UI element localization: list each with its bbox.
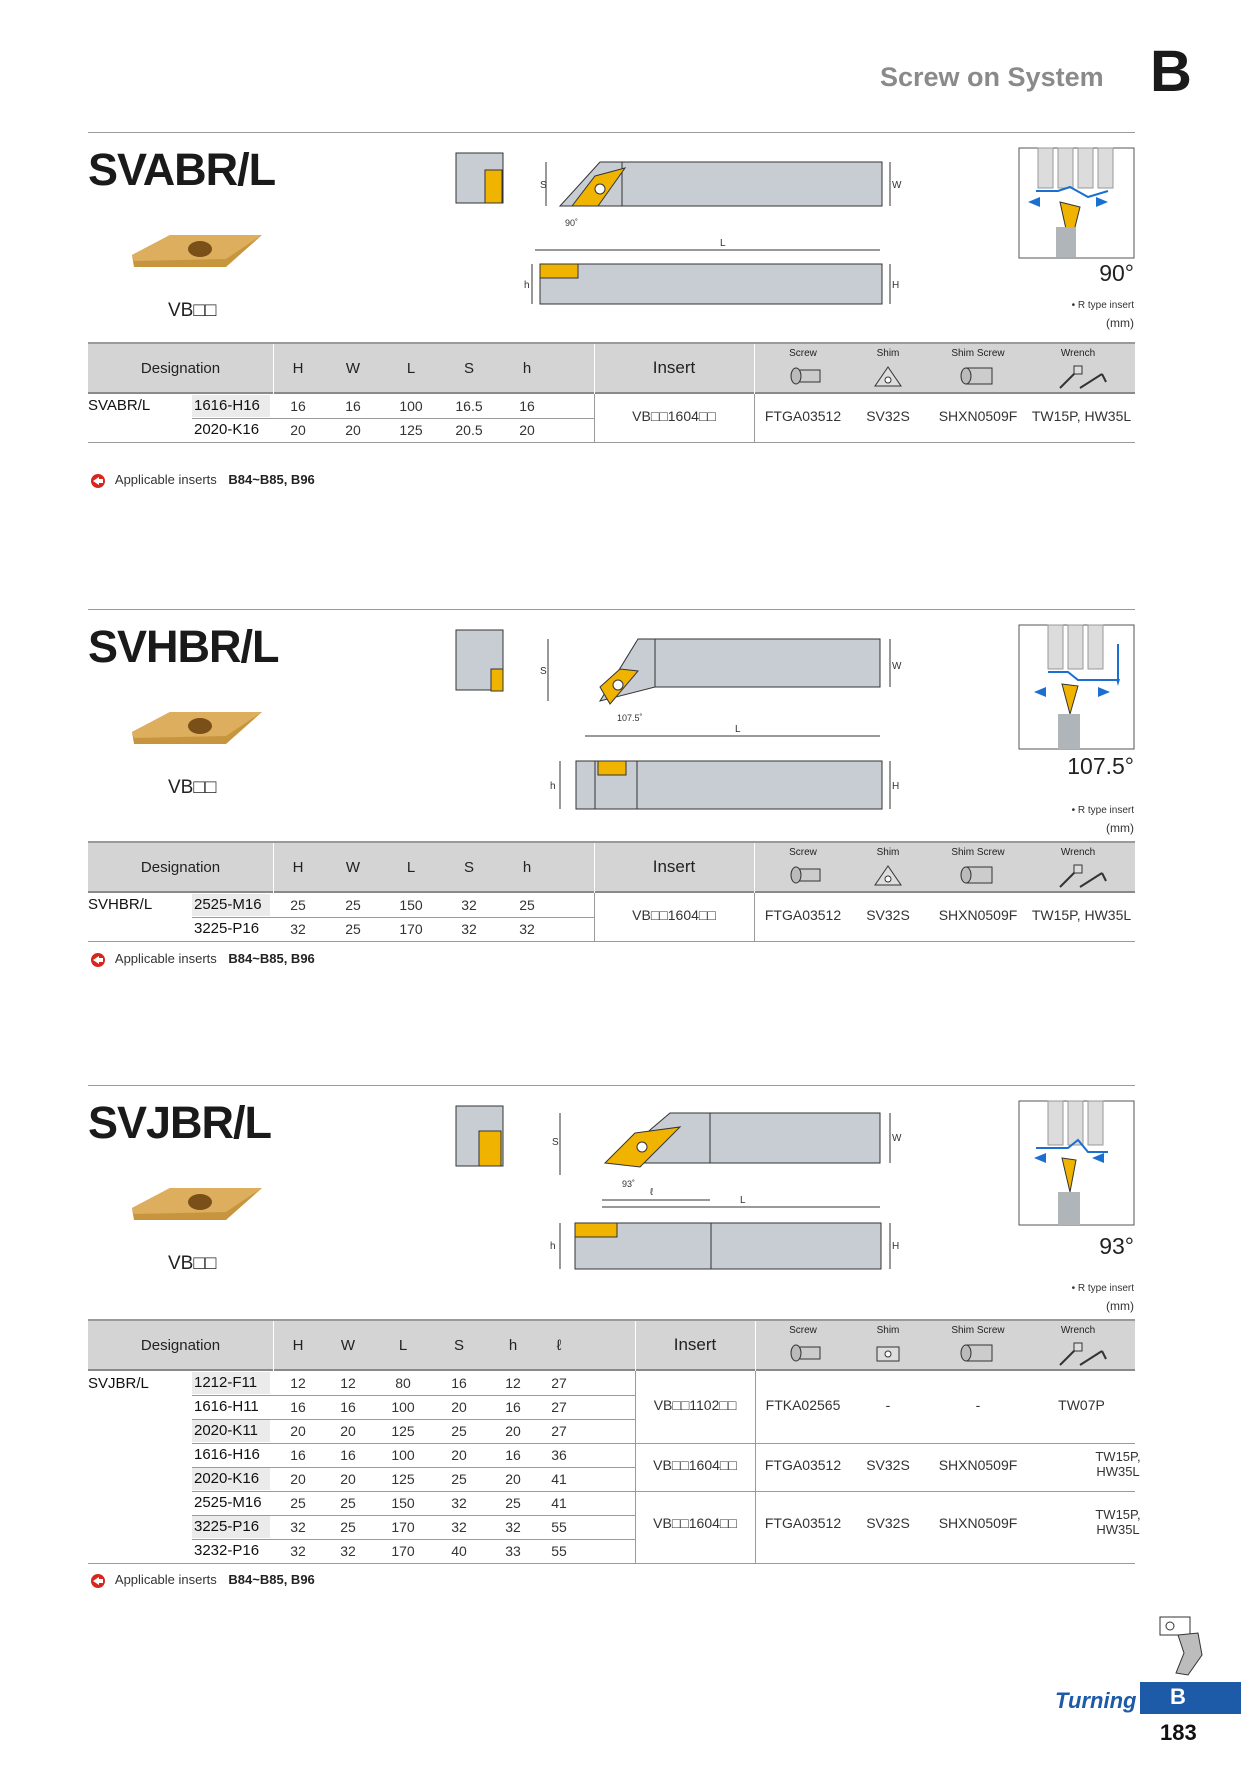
designation-cell: 2020-K16 — [194, 421, 260, 438]
cell-W: 16 — [340, 1399, 356, 1415]
turning-tool-icon — [1158, 1615, 1208, 1677]
cutting-direction-detail — [1018, 147, 1136, 262]
col-L: L — [406, 360, 416, 377]
table-header — [88, 1319, 1135, 1371]
cell-h: 16 — [505, 1447, 521, 1463]
cell-L: 150 — [399, 897, 423, 913]
cell-L: 170 — [399, 921, 423, 937]
cut-angle-label: 107.5˚ — [617, 713, 643, 723]
cell-h: 33 — [505, 1543, 521, 1559]
cell-H: 25 — [290, 897, 306, 913]
holder-front-view — [540, 1221, 910, 1281]
shim-screw-cell: SHXN0509F — [938, 907, 1018, 923]
col-insert: Insert — [652, 358, 696, 377]
dim-h-label: H — [892, 1241, 900, 1252]
col-H: H — [292, 360, 304, 377]
series-name: SVABR/L — [88, 397, 151, 414]
cell-S: 16.5 — [455, 398, 483, 414]
wrench-icon — [1058, 1341, 1108, 1367]
designation-cell: 1616-H16 — [194, 1446, 260, 1463]
cell-L: 100 — [391, 1399, 415, 1415]
r-type-note: • R type insert — [1071, 1283, 1134, 1294]
cut-angle-label: 93˚ — [622, 1179, 636, 1189]
col-L: L — [398, 1337, 408, 1354]
cell-L: 125 — [399, 422, 423, 438]
col-shim-screw: Shim Screw — [951, 1325, 1005, 1336]
wrench-cell: TW15P, HW35L — [1095, 1507, 1141, 1537]
wrench-cell: TW15P, HW35L — [1095, 1449, 1141, 1479]
designation-cell: 2020-K11 — [194, 1422, 258, 1439]
dim-l-label: L — [740, 1195, 746, 1206]
cell-h: 16 — [505, 1399, 521, 1415]
holder-front-view — [540, 759, 910, 819]
series-name: SVJBR/L — [88, 1375, 149, 1392]
cell-H: 12 — [290, 1375, 306, 1391]
cell-S: 32 — [451, 1519, 467, 1535]
cell-l: 27 — [551, 1375, 567, 1391]
applicable-label: Applicable inserts — [114, 472, 217, 487]
section-title: SVABR/L — [88, 144, 276, 195]
col-h: h — [508, 1337, 518, 1354]
col-wrench: Wrench — [1060, 1325, 1096, 1336]
dim-h-label: H — [892, 781, 900, 792]
shim-screw-cell: SHXN0509F — [938, 408, 1018, 424]
arrow-icon — [88, 953, 108, 967]
cell-H: 16 — [290, 1399, 306, 1415]
designation-cell: 2020-K16 — [194, 1470, 260, 1487]
cell-l: 55 — [551, 1519, 567, 1535]
series-name: SVHBR/L — [88, 896, 153, 913]
cell-H: 20 — [290, 1471, 306, 1487]
cell-L: 100 — [399, 398, 423, 414]
dim-h-label: H — [892, 280, 900, 291]
dim-s-label: S — [540, 180, 547, 191]
col-L: L — [406, 859, 416, 876]
col-h: h — [522, 859, 532, 876]
cell-S: 16 — [451, 1375, 467, 1391]
cell-H: 25 — [290, 1495, 306, 1511]
dim-l-label: L — [735, 724, 741, 735]
section-letter: B — [1150, 39, 1192, 104]
dim-h-small-label: h — [550, 1241, 556, 1252]
section-divider — [88, 132, 1135, 133]
cell-S: 20.5 — [455, 422, 483, 438]
cell-l: 55 — [551, 1543, 567, 1559]
cell-S: 32 — [461, 921, 477, 937]
applicable-pages: B84~B85, B96 — [228, 951, 315, 966]
cell-S: 32 — [451, 1495, 467, 1511]
r-type-note: • R type insert — [1071, 300, 1134, 311]
arrow-icon — [88, 474, 108, 488]
cell-S: 32 — [461, 897, 477, 913]
col-wrench: Wrench — [1060, 348, 1096, 359]
cell-H: 20 — [290, 1423, 306, 1439]
unit-note: (mm) — [1106, 1299, 1134, 1313]
col-designation: Designation — [140, 1337, 221, 1354]
cell-W: 25 — [345, 897, 361, 913]
cell-H: 32 — [290, 921, 306, 937]
cell-h: 25 — [519, 897, 535, 913]
col-S: S — [463, 360, 474, 377]
dim-s-label: S — [552, 1137, 559, 1148]
wrench-icon — [1058, 863, 1108, 889]
col-h: h — [522, 360, 532, 377]
col-screw: Screw — [789, 847, 817, 858]
cell-L: 125 — [391, 1471, 415, 1487]
approach-angle-label: 107.5° — [1067, 753, 1134, 779]
dim-l-small-label: ℓ — [650, 1187, 654, 1198]
section-title: SVHBR/L — [88, 621, 279, 672]
wrench-icon — [1058, 364, 1108, 390]
wrench-cell: TW07P — [1058, 1397, 1105, 1413]
cell-L: 80 — [395, 1375, 411, 1391]
product-section-svabr — [0, 132, 1241, 602]
cell-W: 20 — [340, 1471, 356, 1487]
cell-H: 16 — [290, 398, 306, 414]
cell-W: 25 — [340, 1519, 356, 1535]
insert-cell: VB□□1604□□ — [632, 408, 716, 424]
table-row — [88, 1419, 1135, 1443]
col-insert: Insert — [652, 857, 696, 876]
insert-cell: VB□□1604□□ — [653, 1457, 737, 1473]
table-header — [88, 841, 1135, 893]
cell-L: 170 — [391, 1543, 415, 1559]
cell-W: 16 — [340, 1447, 356, 1463]
applicable-inserts — [88, 1572, 315, 1588]
arrow-icon — [88, 1574, 108, 1588]
cell-H: 20 — [290, 422, 306, 438]
dim-w-label: W — [892, 1133, 902, 1144]
cell-S: 25 — [451, 1471, 467, 1487]
designation-cell: 3225-P16 — [194, 920, 260, 937]
cell-L: 125 — [391, 1423, 415, 1439]
insert-cell: VB□□1102□□ — [653, 1397, 737, 1413]
cell-S: 20 — [451, 1447, 467, 1463]
col-shim-screw: Shim Screw — [951, 847, 1005, 858]
screw-cell: FTGA03512 — [764, 408, 842, 424]
cell-h: 32 — [519, 921, 535, 937]
shim-icon — [873, 364, 903, 390]
dim-l-label: L — [720, 238, 726, 249]
screw-icon — [788, 863, 824, 889]
shim-screw-icon — [960, 863, 996, 889]
shim-cell: SV32S — [866, 907, 910, 923]
screw-cell: FTGA03512 — [764, 1515, 842, 1531]
cell-L: 170 — [391, 1519, 415, 1535]
footer-category: Turning — [1055, 1688, 1137, 1713]
insert-cell: VB□□1604□□ — [632, 907, 716, 923]
col-wrench: Wrench — [1060, 847, 1096, 858]
section-divider — [88, 1085, 1135, 1086]
insert-code-label: VB□□ — [168, 1253, 217, 1274]
cut-angle-label: 90˚ — [565, 218, 579, 228]
holder-end-view — [455, 152, 505, 207]
insert-image — [130, 1180, 265, 1230]
dim-s-label: S — [540, 666, 547, 677]
cell-H: 32 — [290, 1519, 306, 1535]
col-shim-screw: Shim Screw — [951, 348, 1005, 359]
col-designation: Designation — [140, 859, 221, 876]
cell-h: 16 — [519, 398, 535, 414]
section-divider — [88, 609, 1135, 610]
insert-code-label: VB□□ — [168, 300, 217, 321]
cell-W: 25 — [340, 1495, 356, 1511]
cell-h: 32 — [505, 1519, 521, 1535]
applicable-label: Applicable inserts — [114, 951, 217, 966]
table-row — [88, 1371, 1135, 1395]
designation-cell: 1616-H11 — [194, 1398, 259, 1415]
shim-cell: SV32S — [866, 408, 910, 424]
screw-cell: FTGA03512 — [764, 907, 842, 923]
screw-cell: FTGA03512 — [764, 1457, 842, 1473]
shim-screw-icon — [960, 1341, 996, 1367]
holder-end-view — [455, 1105, 505, 1170]
applicable-pages: B84~B85, B96 — [228, 472, 315, 487]
shim-screw-icon — [960, 364, 996, 390]
cell-h: 20 — [519, 422, 535, 438]
cell-W: 16 — [345, 398, 361, 414]
col-shim: Shim — [876, 348, 900, 359]
cell-W: 32 — [340, 1543, 356, 1559]
cell-W: 12 — [340, 1375, 356, 1391]
insert-cell: VB□□1604□□ — [653, 1515, 737, 1531]
shim-cell: SV32S — [866, 1457, 910, 1473]
cell-l: 27 — [551, 1423, 567, 1439]
cell-L: 150 — [391, 1495, 415, 1511]
section-title: SVJBR/L — [88, 1097, 272, 1148]
insert-code-label: VB□□ — [168, 777, 217, 798]
col-W: W — [345, 360, 361, 377]
cell-l: 36 — [551, 1447, 567, 1463]
cell-W: 25 — [345, 921, 361, 937]
holder-end-view — [455, 629, 505, 694]
shim-icon — [873, 863, 903, 889]
dim-w-label: W — [892, 180, 902, 191]
cell-l: 41 — [551, 1471, 567, 1487]
insert-image — [130, 704, 265, 754]
designation-cell: 3225-P16 — [194, 1518, 260, 1535]
holder-front-view — [524, 262, 910, 322]
table-header — [88, 342, 1135, 394]
designation-cell: 1616-H16 — [194, 397, 260, 414]
shim-icon — [873, 1341, 903, 1367]
applicable-label: Applicable inserts — [114, 1572, 217, 1587]
holder-top-view — [540, 152, 910, 262]
designation-cell: 3232-P16 — [194, 1542, 260, 1559]
cell-l: 27 — [551, 1399, 567, 1415]
holder-top-view — [540, 629, 910, 739]
unit-note: (mm) — [1106, 821, 1134, 835]
unit-note: (mm) — [1106, 316, 1134, 330]
cell-H: 16 — [290, 1447, 306, 1463]
insert-image — [130, 227, 265, 277]
col-S: S — [463, 859, 474, 876]
table-row — [88, 1539, 1135, 1563]
screw-icon — [788, 1341, 824, 1367]
holder-top-view — [540, 1105, 910, 1215]
page-header-title: Screw on System — [880, 62, 1104, 92]
cell-h: 20 — [505, 1471, 521, 1487]
r-type-note: • R type insert — [1071, 805, 1134, 816]
dim-h-small-label: h — [550, 781, 556, 792]
product-section-svhbr — [0, 609, 1241, 1079]
col-W: W — [340, 1337, 356, 1354]
product-section-svjbr — [0, 1085, 1241, 1605]
footer-letter: B — [1170, 1684, 1186, 1709]
cell-S: 40 — [451, 1543, 467, 1559]
footer-bar — [1140, 1682, 1241, 1714]
cell-S: 25 — [451, 1423, 467, 1439]
applicable-pages: B84~B85, B96 — [228, 1572, 315, 1587]
cell-L: 100 — [391, 1447, 415, 1463]
cell-l: 41 — [551, 1495, 567, 1511]
cell-h: 20 — [505, 1423, 521, 1439]
designation-cell: 2525-M16 — [194, 896, 262, 913]
cutting-direction-detail — [1018, 624, 1136, 752]
dim-h-small-label: h — [524, 280, 530, 291]
shim-cell: - — [885, 1397, 891, 1413]
col-H: H — [292, 859, 304, 876]
wrench-cell: TW15P, HW35L — [1031, 408, 1132, 424]
col-designation: Designation — [140, 360, 221, 377]
cell-h: 25 — [505, 1495, 521, 1511]
approach-angle-label: 90° — [1099, 260, 1134, 286]
cutting-direction-detail — [1018, 1100, 1136, 1228]
designation-cell: 1212-F11 — [194, 1374, 258, 1391]
col-W: W — [345, 859, 361, 876]
dim-w-label: W — [892, 661, 902, 672]
col-shim: Shim — [876, 1325, 900, 1336]
col-l: ℓ — [556, 1337, 562, 1354]
shim-screw-cell: SHXN0509F — [938, 1457, 1018, 1473]
cell-h: 12 — [505, 1375, 521, 1391]
cell-S: 20 — [451, 1399, 467, 1415]
approach-angle-label: 93° — [1099, 1233, 1134, 1259]
table-row — [88, 1491, 1135, 1515]
cell-W: 20 — [345, 422, 361, 438]
col-screw: Screw — [789, 348, 817, 359]
screw-cell: FTKA02565 — [765, 1397, 841, 1413]
shim-cell: SV32S — [866, 1515, 910, 1531]
col-screw: Screw — [789, 1325, 817, 1336]
page-number: 183 — [1160, 1720, 1197, 1745]
col-S: S — [453, 1337, 464, 1354]
col-H: H — [292, 1337, 304, 1354]
col-shim: Shim — [876, 847, 900, 858]
cell-H: 32 — [290, 1543, 306, 1559]
applicable-inserts — [88, 951, 315, 967]
col-insert: Insert — [673, 1335, 717, 1354]
wrench-cell: TW15P, HW35L — [1031, 907, 1132, 923]
shim-screw-cell: - — [975, 1397, 981, 1413]
shim-screw-cell: SHXN0509F — [938, 1515, 1018, 1531]
screw-icon — [788, 364, 824, 390]
designation-cell: 2525-M16 — [194, 1494, 262, 1511]
applicable-inserts — [88, 472, 315, 488]
cell-W: 20 — [340, 1423, 356, 1439]
